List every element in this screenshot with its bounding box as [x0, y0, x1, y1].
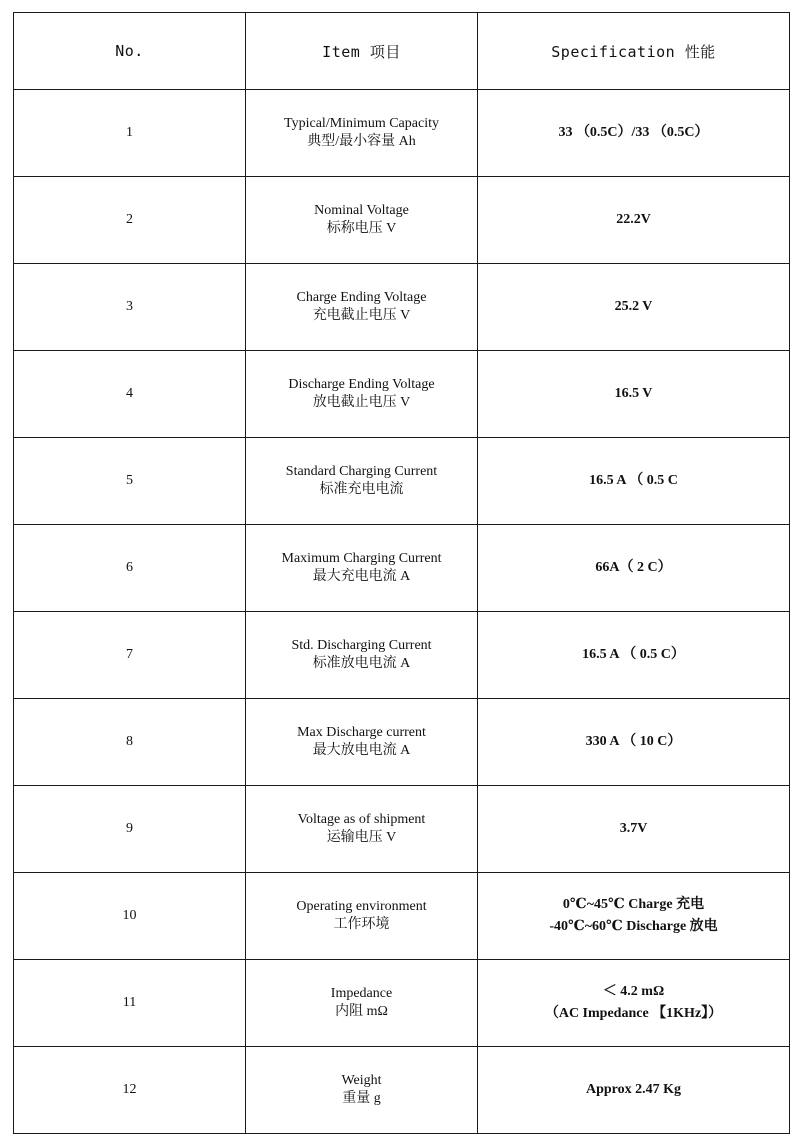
item-name-english: Weight [341, 1073, 382, 1088]
item-cell [246, 525, 478, 612]
specification-value: 22.2V [616, 212, 651, 227]
table-row [14, 525, 790, 612]
table-header-row [14, 13, 790, 90]
item-name-english: Maximum Charging Current [281, 551, 442, 566]
specification-cell [478, 438, 790, 525]
specification-value: 330 A （ 10 C） [585, 734, 682, 749]
specification-cell [478, 612, 790, 699]
item-name-chinese: 充电截止电压 V [312, 308, 411, 323]
specification-cell [478, 177, 790, 264]
table-row [14, 351, 790, 438]
item-name-english: Nominal Voltage [314, 203, 409, 218]
specification-cell [478, 873, 790, 960]
table-row [14, 1047, 790, 1134]
row-number: 1 [14, 90, 246, 177]
specification-value: ＜ 4.2 mΩ [602, 984, 665, 999]
item-name-english: Charge Ending Voltage [296, 290, 427, 305]
specification-value: 16.5 A （ 0.5 C） [582, 647, 685, 662]
specification-cell [478, 351, 790, 438]
item-name-chinese: 最大充电电流 A [312, 569, 411, 584]
specification-value: 16.5 V [614, 386, 653, 401]
item-cell [246, 960, 478, 1047]
item-name-chinese: 标准放电电流 A [312, 656, 411, 671]
specification-value: 66A（ 2 C） [595, 560, 672, 575]
table-row [14, 90, 790, 177]
header-specification: Specification 性能 [478, 13, 790, 90]
item-name-chinese: 工作环境 [333, 917, 390, 932]
specification-value: 16.5 A （ 0.5 C [589, 473, 678, 488]
item-name-chinese: 内阻 mΩ [335, 1004, 388, 1019]
item-cell [246, 612, 478, 699]
row-number: 9 [14, 786, 246, 873]
header-item: Item 项目 [246, 13, 478, 90]
specification-cell [478, 699, 790, 786]
item-name-chinese: 最大放电电流 A [312, 743, 411, 758]
specification-value: 25.2 V [614, 299, 653, 314]
table-row [14, 264, 790, 351]
item-name-chinese: 典型/最小容量 Ah [307, 134, 416, 149]
item-cell [246, 264, 478, 351]
row-number: 4 [14, 351, 246, 438]
row-number: 5 [14, 438, 246, 525]
table-row [14, 177, 790, 264]
item-name-english: Max Discharge current [297, 725, 426, 740]
item-cell [246, 90, 478, 177]
item-name-english: Impedance [330, 986, 393, 1001]
item-name-chinese: 放电截止电压 V [312, 395, 411, 410]
item-name-english: Discharge Ending Voltage [288, 377, 435, 392]
row-number: 10 [14, 873, 246, 960]
row-number: 11 [14, 960, 246, 1047]
table-row [14, 873, 790, 960]
specification-value: Approx 2.47 Kg [585, 1082, 682, 1097]
specification-value: 0℃~45℃ Charge 充电 [562, 897, 705, 912]
specification-cell [478, 90, 790, 177]
specification-cell [478, 960, 790, 1047]
item-cell [246, 873, 478, 960]
item-name-english: Operating environment [296, 899, 427, 914]
table-row [14, 960, 790, 1047]
item-name-chinese: 标称电压 V [326, 221, 397, 236]
item-cell [246, 699, 478, 786]
specification-cell [478, 525, 790, 612]
specification-table [13, 12, 790, 1134]
header-no: No. [14, 13, 246, 90]
item-name-english: Typical/Minimum Capacity [284, 116, 439, 131]
item-name-english: Std. Discharging Current [291, 638, 432, 653]
item-cell [246, 351, 478, 438]
item-name-chinese: 标准充电电流 [319, 482, 404, 497]
row-number: 7 [14, 612, 246, 699]
row-number: 8 [14, 699, 246, 786]
item-cell [246, 786, 478, 873]
row-number: 3 [14, 264, 246, 351]
item-name-chinese: 运输电压 V [326, 830, 397, 845]
item-cell [246, 1047, 478, 1134]
item-name-english: Voltage as of shipment [297, 812, 426, 827]
specification-value: （AC Impedance 【1KHz】） [544, 1006, 723, 1021]
item-name-chinese: 重量 g [342, 1091, 381, 1106]
table-row [14, 699, 790, 786]
item-cell [246, 438, 478, 525]
table-row [14, 438, 790, 525]
row-number: 2 [14, 177, 246, 264]
row-number: 12 [14, 1047, 246, 1134]
table-row [14, 786, 790, 873]
item-cell [246, 177, 478, 264]
table-body [14, 90, 790, 1134]
specification-cell [478, 264, 790, 351]
specification-value: 33 （0.5C）/33 （0.5C） [558, 125, 709, 140]
row-number: 6 [14, 525, 246, 612]
specification-cell [478, 1047, 790, 1134]
specification-value: -40℃~60℃ Discharge 放电 [549, 919, 718, 934]
specification-cell [478, 786, 790, 873]
specification-value: 3.7V [619, 821, 648, 836]
table-row [14, 612, 790, 699]
item-name-english: Standard Charging Current [285, 464, 438, 479]
